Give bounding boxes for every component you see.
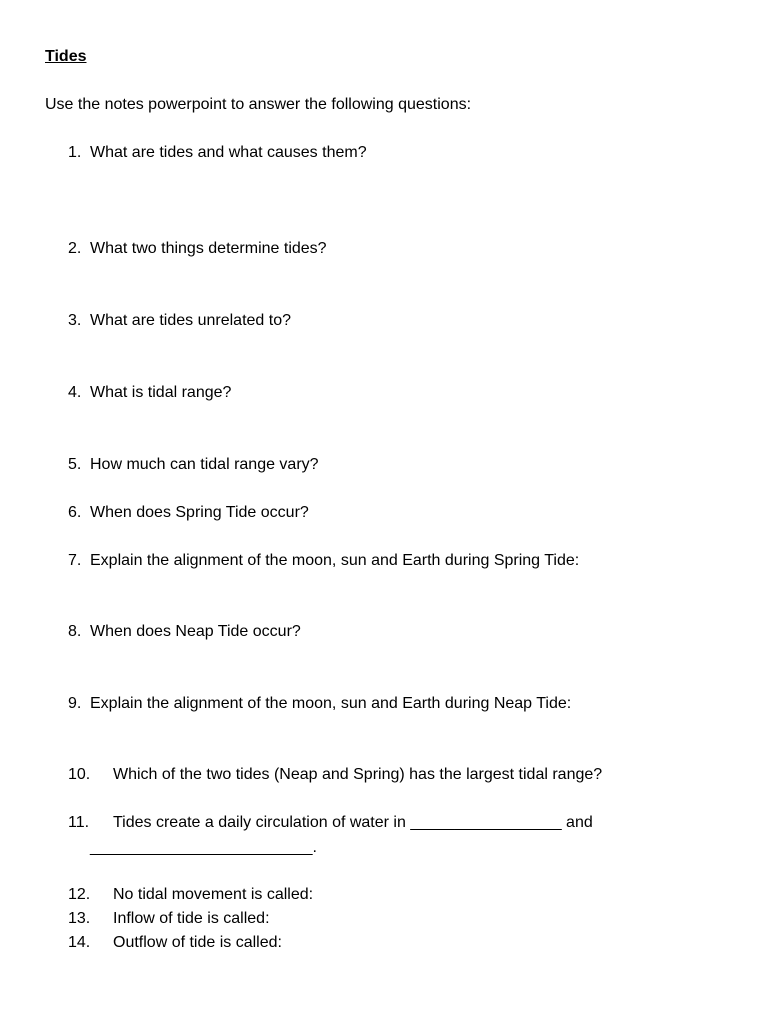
question-number: 8. xyxy=(68,623,82,640)
question-number: 5. xyxy=(68,456,82,473)
question-number: 2. xyxy=(68,240,82,257)
question-number: 3. xyxy=(68,312,82,329)
question-text: Explain the alignment of the moon, sun and Earth during Neap Tide: xyxy=(90,695,572,712)
question-number: 6. xyxy=(68,504,82,521)
question-text: Tides create a daily circulation of water in _________________ and xyxy=(113,814,593,831)
question-number: 12. xyxy=(68,886,91,903)
question-text: What two things determine tides? xyxy=(90,240,327,257)
question-number: 11. xyxy=(68,814,90,831)
question-text: No tidal movement is called: xyxy=(113,886,314,903)
question-text: When does Neap Tide occur? xyxy=(90,623,301,640)
question-text: How much can tidal range vary? xyxy=(90,456,319,473)
question-number: 4. xyxy=(68,384,82,401)
question-number: 7. xyxy=(68,552,82,569)
question-number: 1. xyxy=(68,144,82,161)
question-number: 14. xyxy=(68,934,91,951)
question-text: Inflow of tide is called: xyxy=(113,910,270,927)
question-text: Outflow of tide is called: xyxy=(113,934,282,951)
page-title: Tides xyxy=(45,48,87,65)
question-text: When does Spring Tide occur? xyxy=(90,504,309,521)
question-number: 9. xyxy=(68,695,82,712)
question-number: 13. xyxy=(68,910,91,927)
question-number: 10. xyxy=(68,766,91,783)
question-text: What are tides unrelated to? xyxy=(90,312,292,329)
instructions-text: Use the notes powerpoint to answer the following questions: xyxy=(45,96,472,113)
question-continuation-text: _________________________. xyxy=(90,839,317,856)
question-text: What is tidal range? xyxy=(90,384,232,401)
question-text: Which of the two tides (Neap and Spring) has the largest tidal range? xyxy=(113,766,603,783)
question-text: What are tides and what causes them? xyxy=(90,144,367,161)
question-text: Explain the alignment of the moon, sun and Earth during Spring Tide: xyxy=(90,552,580,569)
